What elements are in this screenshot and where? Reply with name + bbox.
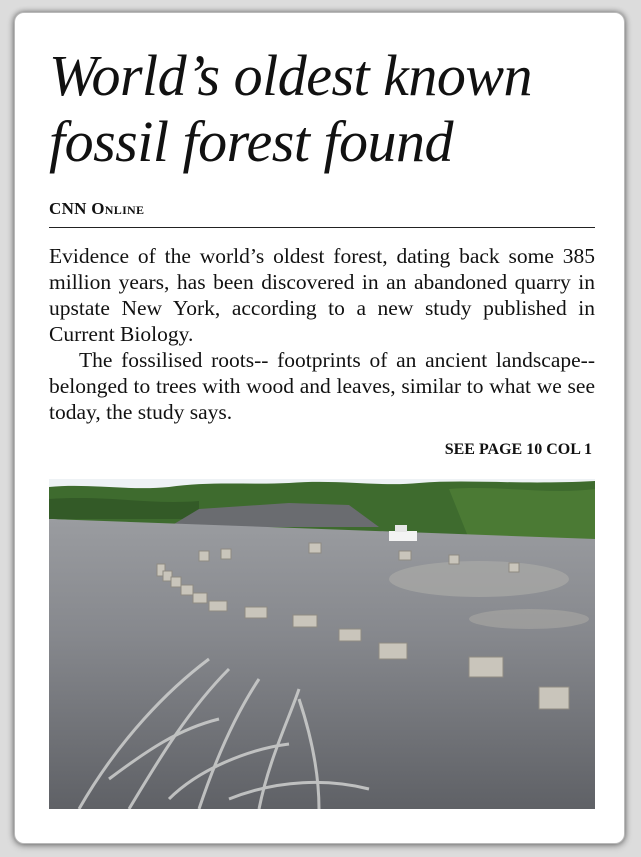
- article-card: [14, 12, 625, 844]
- quarry-photo-illustration: [49, 479, 595, 809]
- quarry-photo: [49, 479, 595, 809]
- divider: [49, 227, 595, 228]
- continuation-note: SEE PAGE 10 COL 1: [444, 441, 592, 458]
- paragraph-2: The fossilised roots-- footprints of an ancient landscape-- belonged to trees with wood and leaves, similar to what we see today, the study says.: [49, 348, 595, 424]
- source-byline: CNN Online: [49, 199, 145, 218]
- paragraph-1: Evidence of the world’s oldest forest, dating back some 385 million years, has been discovered in an abandoned quarry in upstate New York, according to a new study published in Current Biology.: [49, 244, 595, 346]
- article-body: [49, 243, 595, 425]
- headline: World’s oldest known fossil forest found: [49, 43, 533, 174]
